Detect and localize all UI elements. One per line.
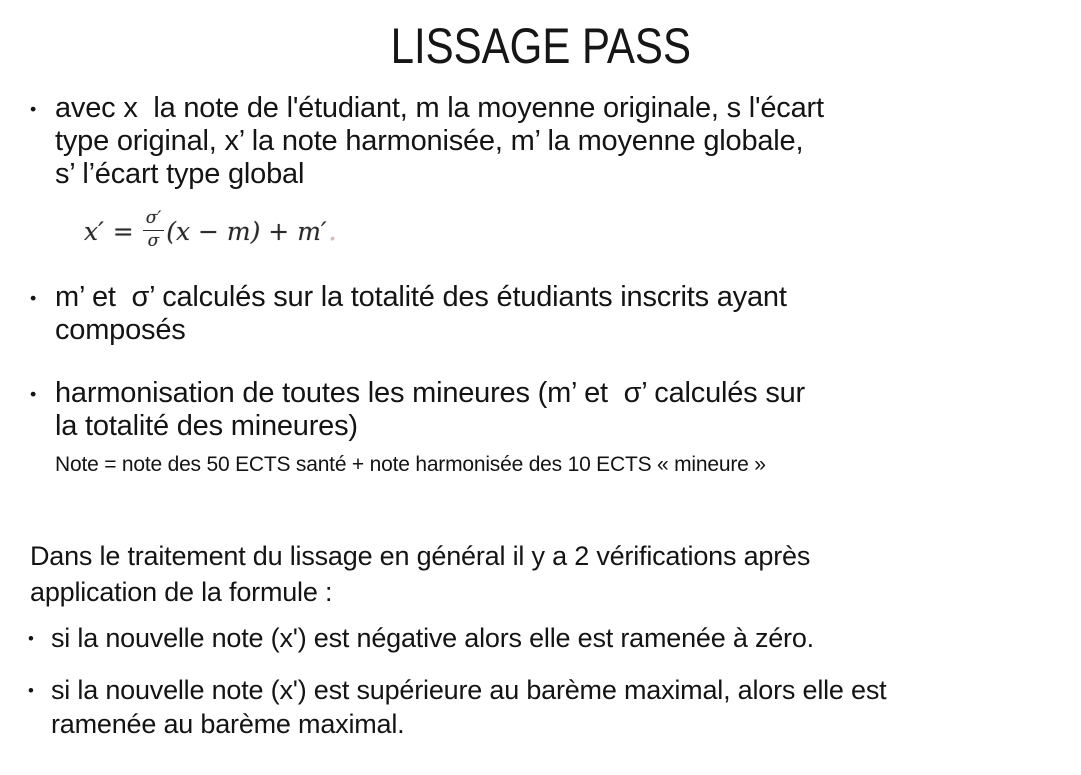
bullet-text (51, 673, 1073, 741)
paragraph-line: Dans le traitement du lissage en général il y a 2 vérifications après (30, 541, 811, 571)
formula-trailing-mark: . (328, 216, 337, 246)
bullet-text (55, 281, 1070, 347)
bullet-line: si la nouvelle note (x') est négative alors elle est ramenée à zéro. (51, 623, 814, 653)
formula-numerator: σ′ (143, 210, 164, 231)
bullet-line: si la nouvelle note (x') est supérieure au barème maximal, alors elle est (51, 675, 887, 705)
bullet-item-check-maximal (28, 673, 1073, 741)
bullet-text (51, 621, 1073, 655)
bullet-marker: • (30, 288, 37, 308)
formula-fraction (143, 210, 164, 251)
paragraph-verifications (30, 538, 1070, 610)
bullet-line: composés (55, 314, 186, 346)
bullet-line: s’ l’écart type global (55, 158, 305, 190)
formula-rhs: (x − m) + m′ (166, 216, 327, 246)
bullet-text (55, 377, 1070, 477)
formula-lhs: x′ (84, 216, 104, 246)
page-title (0, 16, 1081, 76)
paragraph-line: application de la formule : (30, 577, 333, 607)
harmonisation-formula (84, 208, 337, 252)
bullet-item-mineures (30, 377, 1070, 477)
bullet-line: type original, x’ la note harmonisée, m’ la moyenne globale, (55, 125, 804, 157)
bullet-marker: • (30, 384, 37, 404)
bullet-line: m’ et σ’ calculés sur la totalité des étudiants inscrits ayant (55, 281, 787, 313)
bullet-item-check-negative (28, 621, 1073, 655)
bullet-marker: • (28, 681, 34, 700)
bullet-item-definitions (30, 92, 1070, 191)
bullet-line: la totalité des mineures) (55, 410, 358, 442)
page-title-text: LISSAGE PASS (390, 18, 691, 74)
bullet-line: harmonisation de toutes les mineures (m’ et σ’ calculés sur (55, 377, 806, 409)
bullet-marker: • (30, 99, 37, 119)
bullet-line: avec x la note de l'étudiant, m la moyenne originale, s l'écart (55, 92, 824, 124)
bullet-item-globals (30, 281, 1070, 347)
bullet-text (55, 92, 1070, 191)
bullet-marker: • (28, 629, 34, 648)
note-ects: Note = note des 50 ECTS santé + note harmonisée des 10 ECTS « mineure » (55, 453, 766, 476)
bullet-line: ramenée au barème maximal. (51, 709, 405, 739)
formula-equals: = (112, 216, 134, 246)
formula-denominator: σ (147, 230, 160, 251)
